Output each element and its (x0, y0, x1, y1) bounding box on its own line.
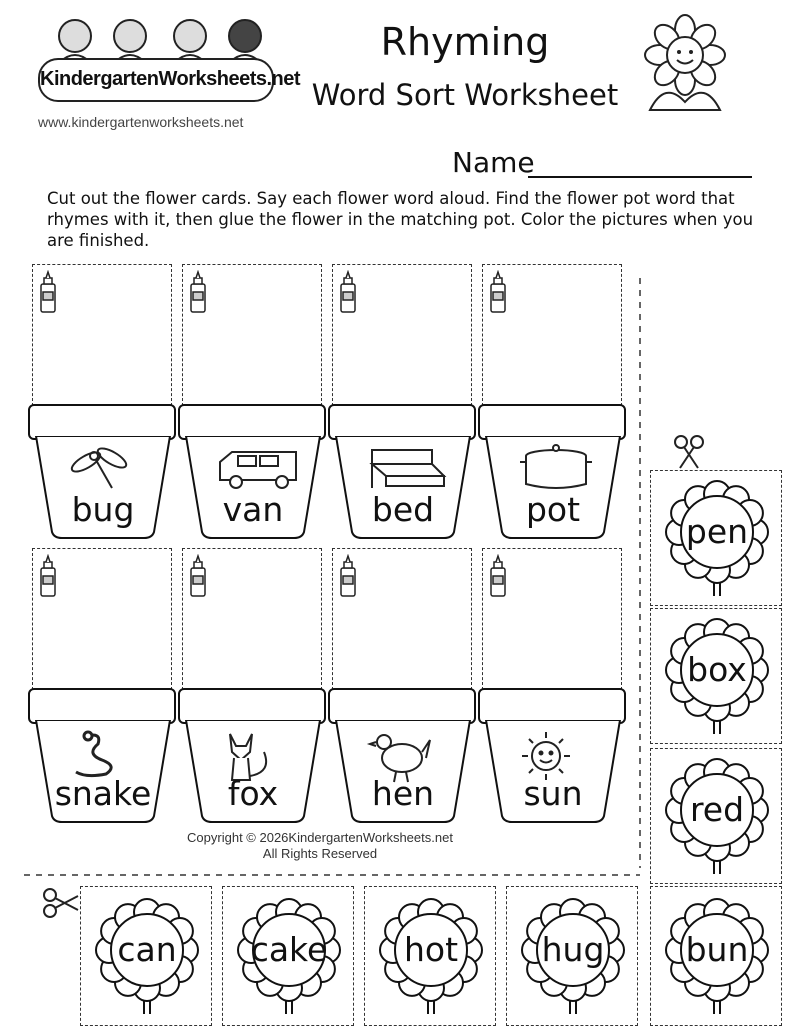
pot-rim (328, 688, 476, 724)
copyright (150, 830, 490, 862)
flower-word: cake (250, 930, 328, 969)
glue-bottle-icon (488, 554, 508, 600)
copyright-line2: All Rights Reserved (262, 846, 378, 861)
flower-word: hug (541, 930, 605, 969)
worksheet-title: Rhyming (380, 20, 550, 64)
pot-word: fox (227, 774, 279, 813)
glue-bottle-icon (38, 554, 58, 600)
flower-card[interactable] (222, 886, 354, 1026)
pot-rim (478, 688, 626, 724)
flower-pot-card (32, 548, 174, 824)
worksheet-subtitle: Word Sort Worksheet (311, 78, 619, 112)
scissors-icon (42, 886, 80, 920)
copyright-line1: Copyright © 2026KindergartenWorksheets.net (187, 830, 453, 845)
flower-word: can (117, 930, 177, 969)
scissors-icon (672, 434, 706, 470)
pot-word: snake (54, 774, 152, 813)
pot-rim (328, 404, 476, 440)
logo-text: KindergartenWorksheets.net (38, 58, 274, 102)
pot-rim (178, 688, 326, 724)
glue-bottle-icon (188, 554, 208, 600)
logo-url: www.kindergartenworksheets.net (38, 114, 244, 130)
pot-word: sun (523, 774, 583, 813)
pot-word: bed (371, 490, 435, 529)
pot-rim (478, 404, 626, 440)
glue-bottle-icon (488, 270, 508, 316)
name-line[interactable] (528, 176, 752, 178)
flower-pot-card (482, 548, 624, 824)
flower-pot-card (482, 264, 624, 540)
flower-pot-card (32, 264, 174, 540)
flower-card[interactable] (650, 470, 782, 606)
flower-card[interactable] (364, 886, 496, 1026)
glue-bottle-icon (338, 270, 358, 316)
flower-icon (630, 10, 740, 115)
flower-pot-card (182, 548, 324, 824)
flower-card[interactable] (650, 608, 782, 744)
flower-card[interactable] (650, 886, 782, 1026)
pot-word: pot (525, 490, 581, 529)
flower-card[interactable] (506, 886, 638, 1026)
pot-rim (28, 688, 176, 724)
flower-card[interactable] (650, 748, 782, 884)
pot-word: van (222, 490, 284, 529)
flower-word: red (689, 790, 745, 829)
flower-word: hot (403, 930, 459, 969)
pot-rim (178, 404, 326, 440)
flower-word: pen (685, 512, 749, 551)
flower-pot-card (182, 264, 324, 540)
flower-pot-card (332, 548, 474, 824)
glue-bottle-icon (38, 270, 58, 316)
glue-bottle-icon (338, 554, 358, 600)
name-label: Name (452, 146, 535, 179)
pot-word: bug (71, 490, 135, 529)
pot-word: hen (371, 774, 435, 813)
kids-illustration (40, 14, 270, 64)
flower-word: box (687, 650, 747, 689)
instructions: Cut out the flower cards. Say each flower word aloud. Find the flower pot word that rhymes with it, then glue the flower in the matching pot. Color the pictures when you are finished. (47, 189, 754, 250)
pot-rim (28, 404, 176, 440)
flower-word: bun (685, 930, 749, 969)
glue-bottle-icon (188, 270, 208, 316)
flower-pot-card (332, 264, 474, 540)
flower-card[interactable] (80, 886, 212, 1026)
